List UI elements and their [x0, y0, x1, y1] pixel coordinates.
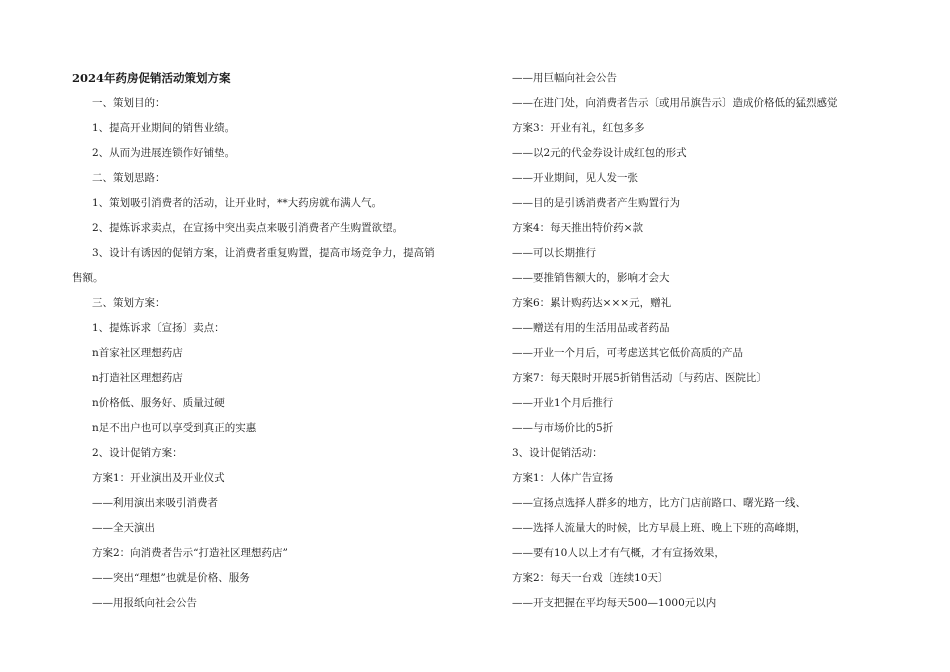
left-column	[70, 66, 470, 616]
text-line: 方案3：开业有礼，红包多多	[512, 122, 645, 134]
text-line: ——开支把握在平均每天500—1000元以内	[512, 597, 717, 609]
text-line: n打造社区理想药店	[92, 372, 183, 384]
text-line: 2、提炼诉求卖点，在宣扬中突出卖点来吸引消费者产生购置欲望。	[92, 222, 404, 234]
text-line: n足不出户也可以享受到真正的实惠	[92, 422, 257, 434]
text-line: ——以2元的代金券设计成红包的形式	[512, 147, 687, 159]
text-line: 三、策划方案：	[92, 297, 166, 309]
right-column	[512, 66, 892, 616]
text-line: 方案2：每天一台戏〔连续10天〕	[512, 572, 669, 584]
text-line: 2、设计促销方案：	[92, 447, 183, 459]
text-line: 1、提炼诉求〔宣扬〕卖点：	[92, 322, 225, 334]
text-line: ——选择人流量大的时候，比方早晨上班、晚上下班的高峰期，	[512, 522, 806, 534]
text-line: 1、策划吸引消费者的活动，让开业时，**大药房就布满人气。	[92, 197, 383, 209]
text-line: 方案6：累计购药达×××元，赠礼	[512, 297, 672, 309]
text-line: ——开业一个月后，可考虑送其它低价高质的产品	[512, 347, 743, 359]
text-line: n价格低、服务好、质量过硬	[92, 397, 225, 409]
text-line: ——与市场价比的5折	[512, 422, 614, 434]
text-line: ——开业1个月后推行	[512, 397, 614, 409]
text-line: 方案1：开业演出及开业仪式	[92, 472, 225, 484]
text-line: 3、设计有诱因的促销方案，让消费者重复购置，提高市场竞争力，提高销	[92, 247, 435, 259]
text-line: 方案7：每天限时开展5折销售活动〔与药店、医院比〕	[512, 372, 767, 384]
text-line: 3、设计促销活动：	[512, 447, 603, 459]
text-line: ——目的是引诱消费者产生购置行为	[512, 197, 680, 209]
text-line: ——用报纸向社会公告	[92, 597, 197, 609]
text-line: ——要有10人以上才有气概，才有宣扬效果，	[512, 547, 725, 559]
text-line: ——要推销售额大的，影响才会大	[512, 272, 670, 284]
text-line: 二、策划思路：	[92, 172, 166, 184]
text-line: ——赠送有用的生活用品或者药品	[512, 322, 670, 334]
text-line: ——全天演出	[92, 522, 155, 534]
text-line: ——突出“理想”也就是价格、服务	[92, 572, 250, 584]
text-line: ——宣扬点选择人群多的地方，比方门店前路口、曙光路一线、	[512, 497, 806, 509]
text-line: ——在进门处，向消费者告示〔或用吊旗告示〕造成价格低的猛烈感觉	[512, 97, 838, 109]
text-line: n首家社区理想药店	[92, 347, 183, 359]
text-line: 1、提高开业期间的销售业绩。	[92, 122, 236, 134]
text-line: 方案1：人体广告宣扬	[512, 472, 614, 484]
text-line: ——开业期间，见人发一张	[512, 172, 638, 184]
text-line: ——可以长期推行	[512, 247, 596, 259]
text-line: ——用巨幅向社会公告	[512, 72, 617, 84]
text-line: 售额。	[72, 272, 104, 284]
text-line: 方案4：每天推出特价药×款	[512, 222, 643, 234]
document-title: 2024年药房促销活动策划方案	[72, 71, 231, 85]
text-line: 一、策划目的：	[92, 97, 166, 109]
text-line: 2、从而为进展连锁作好铺垫。	[92, 147, 236, 159]
text-line: ——利用演出来吸引消费者	[92, 497, 218, 509]
text-line: 方案2：向消费者告示“打造社区理想药店”	[92, 547, 288, 559]
